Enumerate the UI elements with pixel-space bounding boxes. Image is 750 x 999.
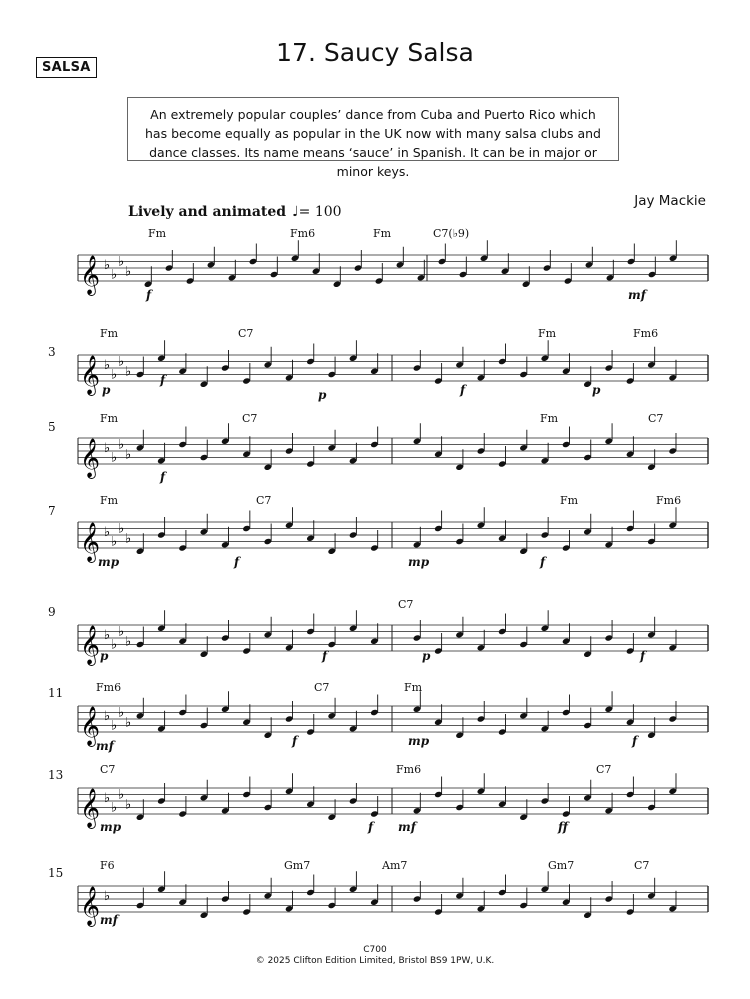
copyright-notice: © 2025 Clifton Edition Limited, Bristol BS9 1PW, U.K. [255,956,495,966]
key-signature-flat: ♭ [125,715,132,731]
piece-title: 17. Saucy Salsa [276,38,474,67]
dynamic-marking: mf [628,288,646,302]
staff-system-3 [0,408,750,488]
key-signature-flat: ♭ [118,254,125,270]
metronome-mark: ♩= 100 [292,204,342,220]
key-signature-flat: ♭ [125,634,132,650]
staff-system-4 [0,492,750,572]
chord-symbol: Fm6 [290,227,316,240]
chord-symbol: Fm [538,327,557,340]
treble-clef: 𝄞 [80,625,101,665]
key-signature-flat: ♭ [104,257,111,273]
key-signature-flat: ♭ [111,534,118,550]
key-signature-flat: ♭ [118,705,125,721]
chord-symbol: C7 [238,327,254,340]
chord-symbol: C7 [398,598,414,611]
treble-clef: 𝄞 [80,438,101,478]
key-signature-flat: ♭ [104,708,111,724]
dynamic-marking: f [368,820,374,834]
key-signature-flat: ♭ [111,450,118,466]
chord-symbol: C7 [596,763,612,776]
chord-symbol: Gm7 [548,859,575,872]
dynamic-marking: p [422,649,431,663]
chord-symbol: C7 [634,859,650,872]
measure-number: 15 [48,866,64,880]
catalogue-code: C700 [363,945,387,955]
treble-clef: 𝄞 [80,706,101,746]
key-signature-flat: ♭ [104,888,111,904]
chord-symbol: Fm [373,227,392,240]
chord-symbol: Fm [560,494,579,507]
dynamic-marking: f [632,734,638,748]
tempo-text: Lively and animated [128,204,287,220]
chord-symbol: Fm [100,327,119,340]
dynamic-marking: f [146,288,152,302]
key-signature-flat: ♭ [104,440,111,456]
treble-clef: 𝄞 [80,788,101,828]
dynamic-marking: mp [408,555,430,569]
chord-symbol: Fm [100,412,119,425]
genre-tag: SALSA [36,57,97,78]
dynamic-marking: mp [98,555,120,569]
dynamic-marking: f [322,649,328,663]
chord-symbol: Fm6 [633,327,659,340]
treble-clef: 𝄞 [80,886,101,926]
chord-symbol: C7 [242,412,258,425]
staff-system-8 [0,856,750,936]
dynamic-marking: f [460,383,466,397]
dynamic-marking: mp [408,734,430,748]
dynamic-marking: mf [398,820,416,834]
dynamic-marking: f [160,373,166,387]
key-signature-flat: ♭ [118,787,125,803]
measure-number: 3 [48,345,56,359]
key-signature-flat: ♭ [125,447,132,463]
treble-clef: 𝄞 [80,522,101,562]
measure-number: 9 [48,605,56,619]
dynamic-marking: mf [96,739,114,753]
dynamic-marking: p [318,388,327,402]
measure-number: 13 [48,768,64,782]
key-signature-flat: ♭ [118,521,125,537]
key-signature-flat: ♭ [104,524,111,540]
intro-text-box: An extremely popular couples’ dance from Cuba and Puerto Rico which has become equally as popular in the UK now with many salsa clubs and dance classes. Its name means ‘sauce’ in Spanish. It can be in major or minor keys. [127,97,619,161]
chord-symbol: C7 [100,763,116,776]
chord-symbol: Fm6 [656,494,682,507]
staff-system-1 [0,225,750,305]
dynamic-marking: f [540,555,546,569]
treble-clef: 𝄞 [80,255,101,295]
key-signature-flat: ♭ [104,790,111,806]
chord-symbol: Fm6 [396,763,422,776]
key-signature-flat: ♭ [125,531,132,547]
staff-system-2 [0,325,750,405]
staff-system-7 [0,758,750,838]
chord-symbol: C7 [314,681,330,694]
key-signature-flat: ♭ [111,800,118,816]
staff-lines [0,595,750,675]
staff-system-5 [0,595,750,675]
key-signature-flat: ♭ [118,437,125,453]
key-signature-flat: ♭ [104,357,111,373]
measure-number: 7 [48,504,56,518]
measure-number: 5 [48,420,56,434]
key-signature-flat: ♭ [111,267,118,283]
key-signature-flat: ♭ [118,624,125,640]
dynamic-marking: p [592,383,601,397]
key-signature-flat: ♭ [125,364,132,380]
chord-symbol: Fm [540,412,559,425]
key-signature-flat: ♭ [111,718,118,734]
treble-clef: 𝄞 [80,355,101,395]
key-signature-flat: ♭ [111,637,118,653]
dynamic-marking: f [292,734,298,748]
dynamic-marking: f [234,555,240,569]
key-signature-flat: ♭ [125,797,132,813]
chord-symbol: Am7 [382,859,408,872]
key-signature-flat: ♭ [111,367,118,383]
chord-symbol: Fm [100,494,119,507]
chord-symbol: C7 [256,494,272,507]
dynamic-marking: p [102,383,111,397]
dynamic-marking: p [100,649,109,663]
staff-system-6 [0,676,750,756]
chord-symbol: C7 [648,412,664,425]
key-signature-flat: ♭ [118,354,125,370]
key-signature-flat: ♭ [104,627,111,643]
chord-symbol: Fm [148,227,167,240]
dynamic-marking: f [160,470,166,484]
chord-symbol: C7(♭9) [433,227,470,240]
key-signature-flat: ♭ [125,264,132,280]
tempo-marking [128,204,342,220]
chord-symbol: F6 [100,859,115,872]
measure-number: 11 [48,686,64,700]
chord-symbol: Gm7 [284,859,311,872]
composer-name: Jay Mackie [634,193,706,209]
chord-symbol: Fm [404,681,423,694]
dynamic-marking: mf [100,913,118,927]
dynamic-marking: mp [100,820,122,834]
chord-symbol: Fm6 [96,681,122,694]
dynamic-marking: ff [558,820,568,834]
dynamic-marking: f [640,649,646,663]
